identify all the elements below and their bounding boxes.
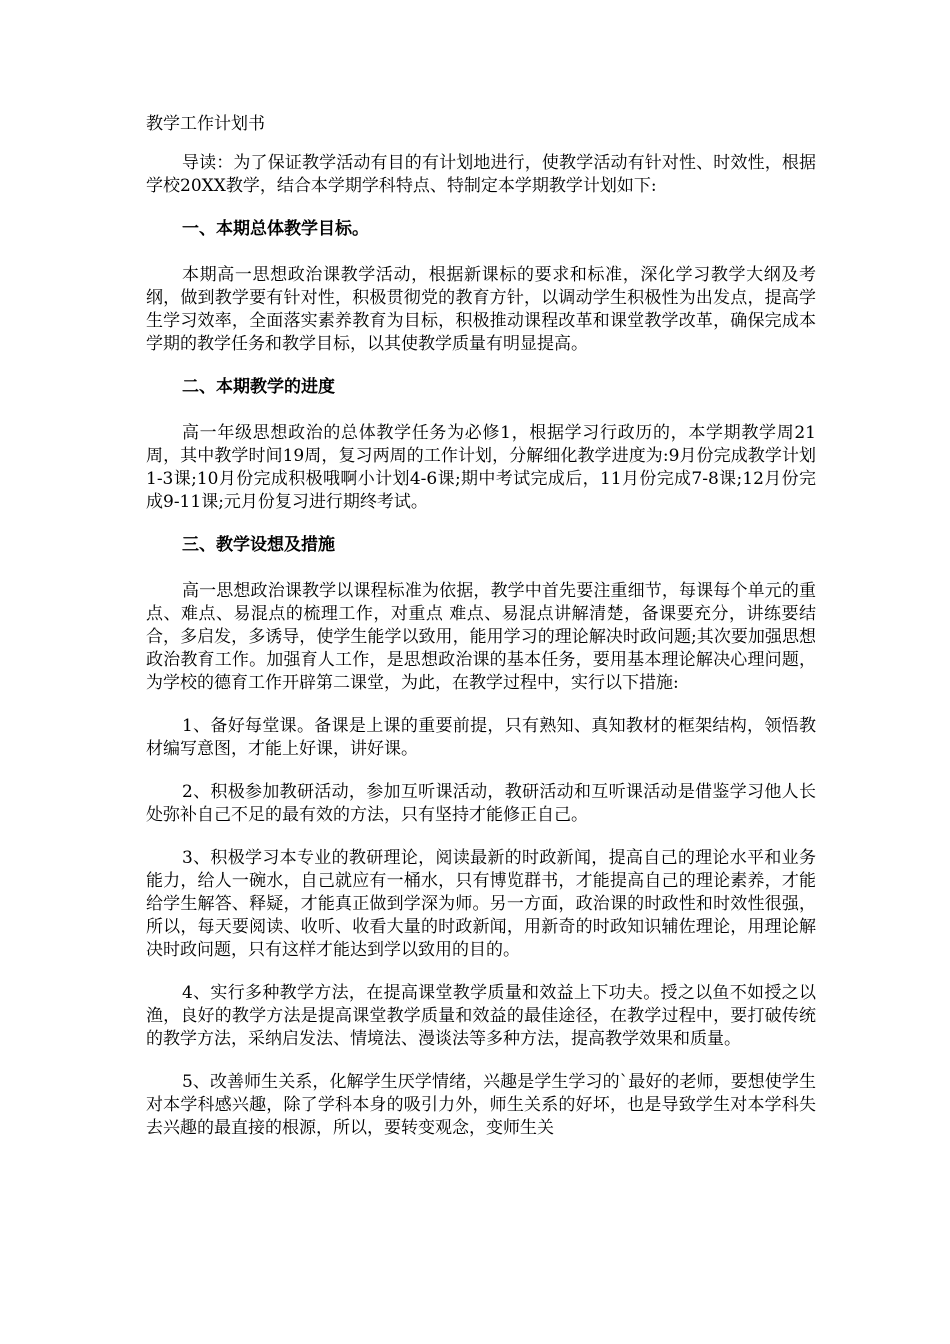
section-3-body: 高一思想政治课教学以课程标准为依据，教学中首先要注重细节，每课每个单元的重点、难点、易混点的梳理工作，对重点 难点、易混点讲解清楚，备课要充分，讲练要结合，多启发，多诱导，使学生能学以致用，能用学习的理论解决时政问题;其次要加强思想政治教育工作。加强育人工作，是思想政治课的基本任务，要用基本理论解决心理问题，为学校的德育工作开辟第二课堂，为此，在教学过程中，实行以下措施: [146, 581, 816, 693]
measure-item-1: 1、备好每堂课。备课是上课的重要前提，只有熟知、真知教材的框架结构，领悟教材编写意图，才能上好课，讲好课。 [146, 716, 816, 759]
measure-item-3: 3、积极学习本专业的教研理论，阅读最新的时政新闻，提高自己的理论水平和业务能力，给人一碗水，自己就应有一桶水，只有博览群书，才能提高自己的理论素养，才能给学生解答、释疑，才能真正做到学深为师。另一方面，政治课的时政性和时效性很强，所以，每天要阅读、收听、收看大量的时政新闻，用新奇的时政知识辅佐理论，用理论解决时政问题，只有这样才能达到学以致用的目的。 [146, 848, 816, 960]
measure-item-2: 2、积极参加教研活动，参加互听课活动，教研活动和互听课活动是借鉴学习他人长处弥补自己不足的最有效的方法，只有坚持才能修正自己。 [146, 782, 816, 825]
document-page [146, 112, 816, 1160]
section-3-heading: 三、教学设想及措施 [182, 535, 335, 555]
intro-paragraph: 导读：为了保证教学活动有目的有计划地进行，使教学活动有针对性、时效性，根据学校20XX教学，结合本学期学科特点、特制定本学期教学计划如下: [146, 153, 816, 196]
section-2-heading: 二、本期教学的进度 [182, 377, 335, 397]
measure-item-5: 5、改善师生关系，化解学生厌学情绪，兴趣是学生学习的`最好的老师，要想使学生对本学科感兴趣，除了学科本身的吸引力外，师生关系的好坏，也是导致学生对本学科失去兴趣的最直接的根源，所以，要转变观念，变师生关 [146, 1072, 816, 1138]
measure-item-4: 4、实行多种教学方法，在提高课堂教学质量和效益上下功夫。授之以鱼不如授之以渔，良好的教学方法是提高课堂教学质量和效益的最佳途径，在教学过程中，要打破传统的教学方法，采纳启发法、情境法、漫谈法等多种方法，提高教学效果和质量。 [146, 983, 816, 1049]
document-title: 教学工作计划书 [146, 114, 265, 134]
section-1-heading: 一、本期总体教学目标。 [182, 219, 369, 239]
section-2-body: 高一年级思想政治的总体教学任务为必修1，根据学习行政历的，本学期教学周21周，其中教学时间19周，复习两周的工作计划，分解细化教学进度为:9月份完成教学计划1-3课;10月份完成积极哦啊小计划4-6课;期中考试完成后，11月份完成7-8课;12月份完成9-11课;元月份复习进行期终考试。 [146, 423, 816, 512]
section-1-body: 本期高一思想政治课教学活动，根据新课标的要求和标准，深化学习教学大纲及考纲，做到教学要有针对性，积极贯彻党的教育方针，以调动学生积极性为出发点，提高学生学习效率，全面落实素养教育为目标，积极推动课程改革和课堂教学改革，确保完成本学期的教学任务和教学目标，以其使教学质量有明显提高。 [146, 265, 816, 354]
